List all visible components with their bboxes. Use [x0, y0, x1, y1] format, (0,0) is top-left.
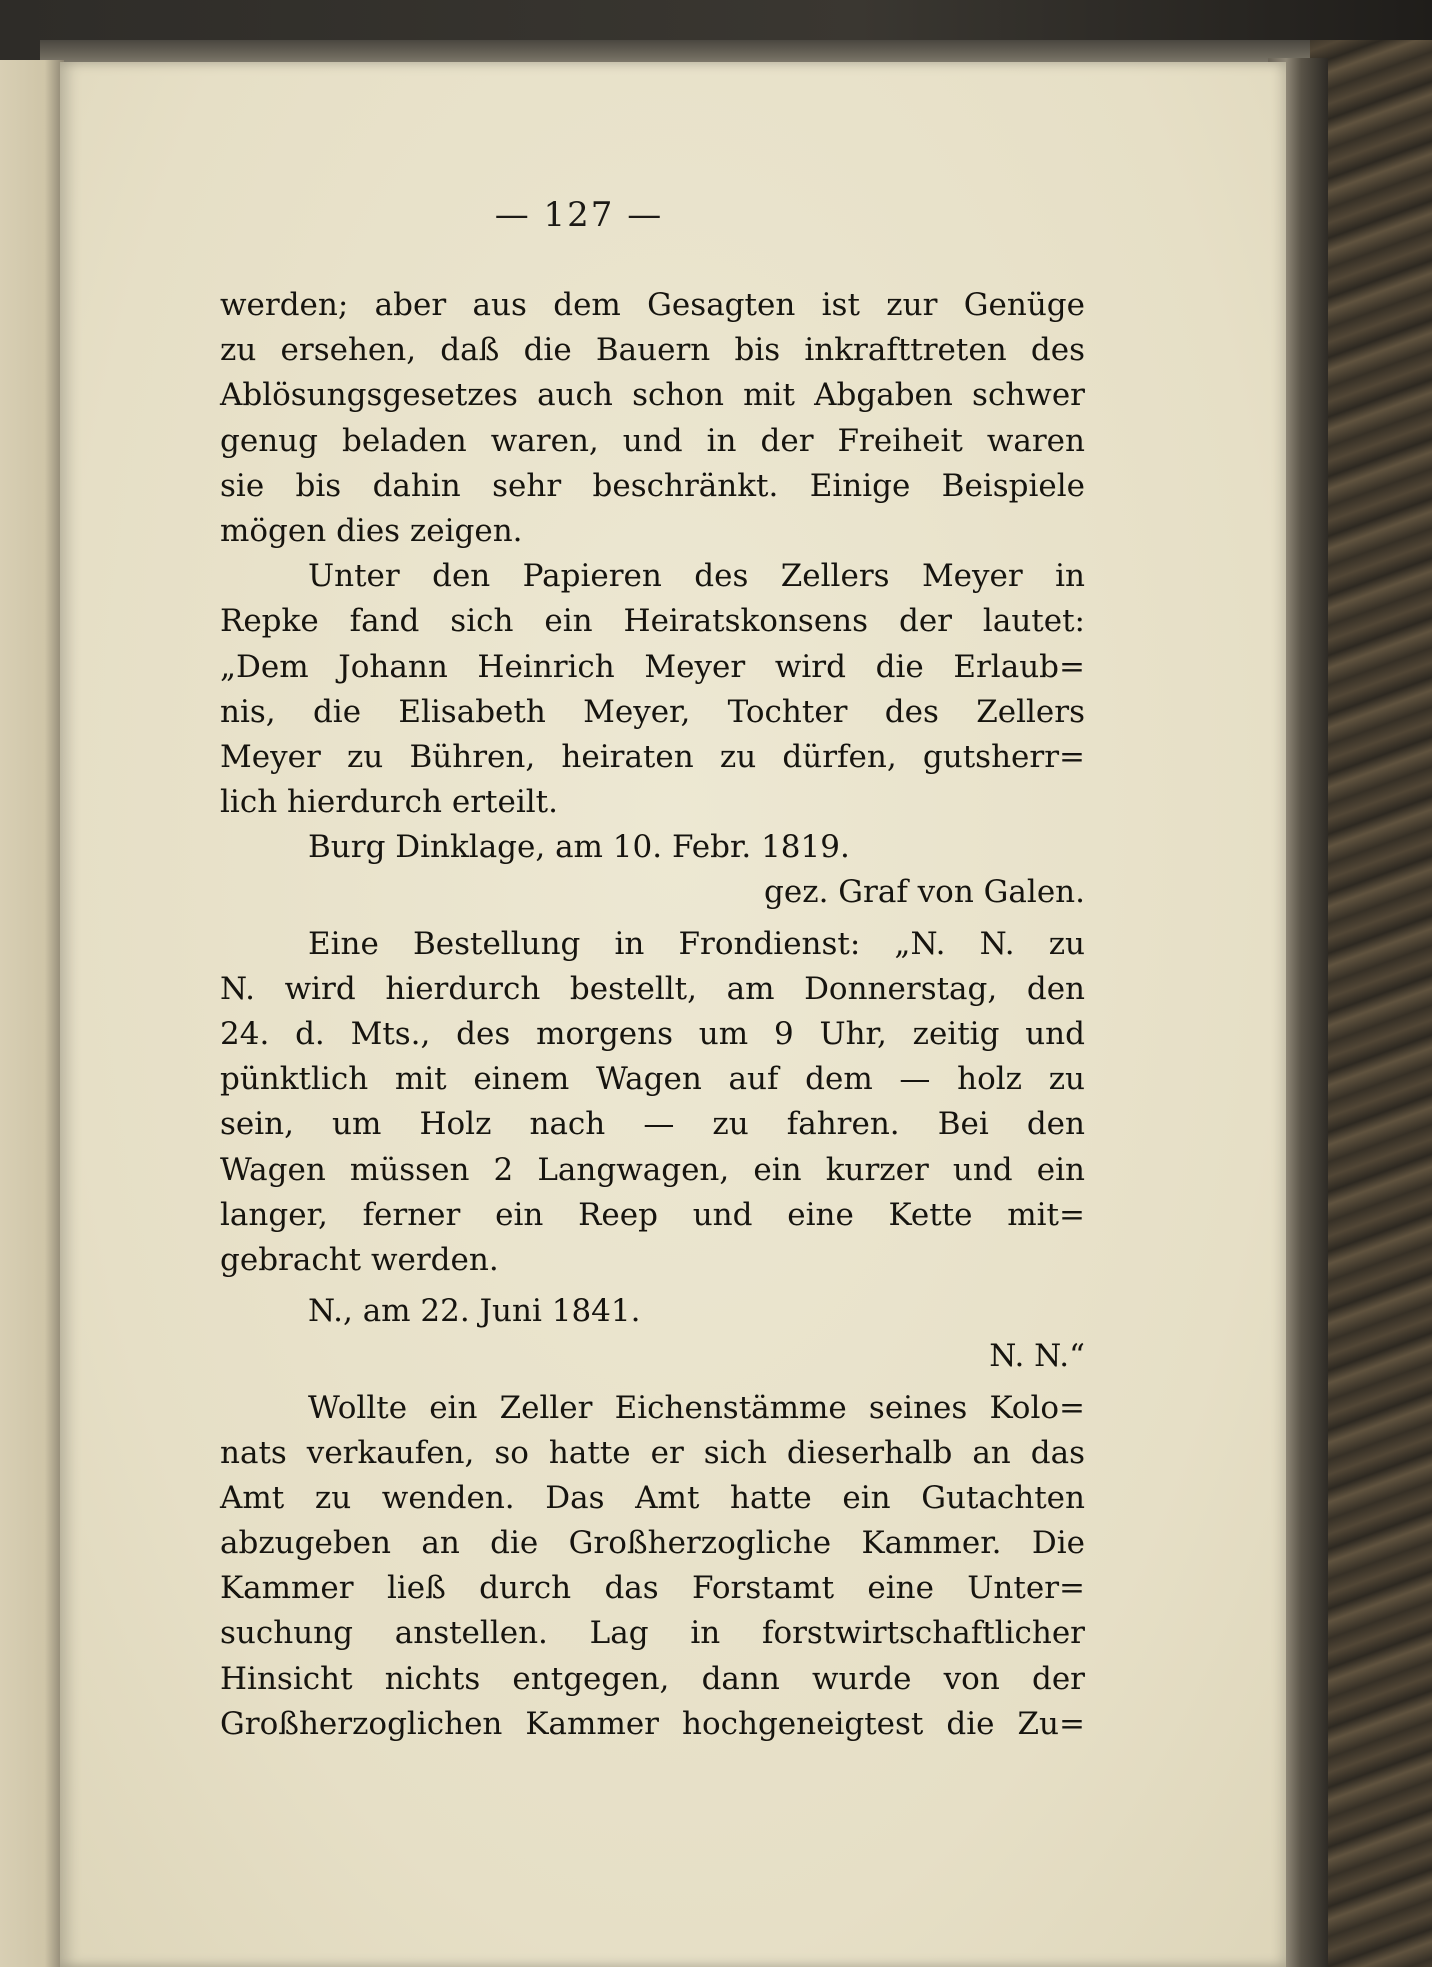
- text-line: werden; aber aus dem Gesagten ist zur Genüge: [220, 287, 1085, 323]
- text-line: Wagen müssen 2 Langwagen, ein kurzer und ein: [220, 1151, 1085, 1188]
- text-line: Meyer zu Bühren, heiraten zu dürfen, gutsherr=: [220, 738, 1085, 775]
- text-line: nis, die Elisabeth Meyer, Tochter des Zellers: [220, 693, 1085, 730]
- text-line: Kammer ließ durch das Forstamt eine Unter=: [220, 1570, 1085, 1607]
- text-line: Eine Bestellung in Frondienst: „N. N. zu: [308, 925, 1085, 962]
- text-line: 24. d. Mts., des morgens um 9 Uhr, zeitig und: [220, 1016, 1085, 1052]
- text-line: gebracht werden.: [220, 1241, 499, 1278]
- text-line: N. wird hierdurch bestellt, am Donnerstag, den: [220, 970, 1085, 1007]
- text-line: mögen dies zeigen.: [220, 512, 523, 549]
- letter-date-line: Burg Dinklage, am 10. Febr. 1819.: [308, 829, 850, 866]
- text-line: Amt zu wenden. Das Amt hatte ein Gutachten: [220, 1479, 1085, 1516]
- facing-page-edge: [0, 60, 64, 1967]
- text-line: pünktlich mit einem Wagen auf dem — holz zu: [220, 1061, 1085, 1098]
- text-line: sie bis dahin sehr beschränkt. Einige Beispiele: [220, 467, 1085, 504]
- text-line: Hinsicht nichts entgegen, dann wurde von der: [220, 1660, 1085, 1697]
- text-line: zu ersehen, daß die Bauern bis inkrafttreten des: [220, 332, 1085, 369]
- letter-signature-line: N. N.“: [989, 1338, 1085, 1375]
- text-line: Ablösungsgesetzes auch schon mit Abgaben schwer: [220, 377, 1085, 414]
- text-line: Unter den Papieren des Zellers Meyer in: [308, 558, 1085, 595]
- text-line: langer, ferner ein Reep und eine Kette mit=: [220, 1196, 1085, 1233]
- text-line: lich hierdurch erteilt.: [220, 784, 558, 821]
- text-line: nats verkaufen, so hatte er sich dieserhalb an das: [220, 1434, 1085, 1471]
- letter-date-line: N., am 22. Juni 1841.: [308, 1293, 641, 1330]
- text-line: Wollte ein Zeller Eichenstämme seines Kolo=: [308, 1389, 1085, 1426]
- body-text: [220, 283, 1085, 1747]
- text-line: Großherzoglichen Kammer hochgeneigtest die Zu=: [220, 1705, 1085, 1742]
- text-line: sein, um Holz nach — zu fahren. Bei den: [220, 1106, 1085, 1143]
- letter-signature-line: gez. Graf von Galen.: [764, 874, 1085, 911]
- text-line: Repke fand sich ein Heiratskonsens der lautet:: [220, 603, 1085, 640]
- text-line: suchung anstellen. Lag in forstwirtschaftlicher: [220, 1615, 1085, 1652]
- text-line: abzugeben an die Großherzogliche Kammer. Die: [220, 1525, 1085, 1562]
- text-line: „Dem Johann Heinrich Meyer wird die Erlaub=: [220, 648, 1085, 685]
- text-line: genug beladen waren, und in der Freiheit waren: [220, 422, 1085, 459]
- page-number: — 127 —: [494, 195, 664, 235]
